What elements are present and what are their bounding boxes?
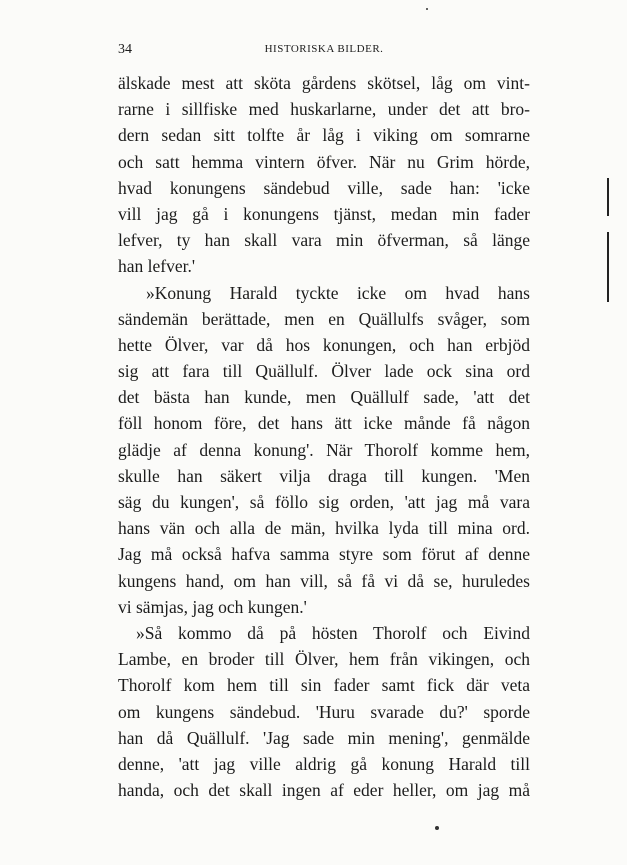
text-line: Lambe, en broder till Ölver, hem från vikingen, och (118, 649, 530, 670)
text-line: rarne i sillfiske med huskarlarne, under det att bro- (118, 99, 530, 120)
margin-scan-mark (607, 232, 609, 302)
page-header (118, 42, 530, 60)
text-line: lefver, ty han skall vara min öfverman, så länge (118, 230, 530, 251)
text-line: älskade mest att sköta gårdens skötsel, låg om vint- (118, 73, 530, 93)
text-line: föll honom före, det hans ätt icke månde få någon (118, 413, 530, 434)
text-line: vi sämjas, jag och kungen.' (118, 596, 307, 617)
text-line: sig att fara till Quällulf. Ölver lade ock sina ord (118, 361, 530, 382)
text-line: hvad konungens sändebud ville, sade han: 'icke (118, 177, 530, 198)
text-line: vill jag gå i konungens tjänst, medan min fader (118, 203, 530, 224)
scan-speck (426, 8, 428, 10)
text-line: om kungens sändebud. 'Huru svarade du?' sporde (118, 701, 530, 722)
text-line: sändemän berättade, men en Quällulfs svåger, som (118, 308, 530, 329)
text-line: skulle han säkert vilja draga till kungen. 'Men (118, 465, 530, 486)
text-line: »Så kommo då på hösten Thorolf och Eivind (136, 622, 530, 643)
text-line: glädje af denna konung'. När Thorolf komme hem, (118, 439, 530, 460)
text-line: och satt hemma vintern öfver. När nu Grim hörde, (118, 151, 530, 172)
text-line: »Konung Harald tyckte icke om hvad hans (146, 282, 530, 303)
text-line: det bästa han kunde, men Quällulf sade, 'att det (118, 387, 530, 408)
text-line: Thorolf kom hem till sin fader samt fick där veta (118, 675, 530, 696)
text-line: denne, 'att jag ville aldrig gå konung Harald till (118, 753, 530, 774)
text-line: Jag må också hafva samma styre som förut af denne (118, 544, 530, 565)
margin-scan-mark (607, 178, 609, 216)
running-title: HISTORISKA BILDER. (264, 43, 384, 55)
text-line: dern sedan sitt tolfte år låg i viking om somrarne (118, 125, 530, 146)
page-number: 34 (118, 42, 132, 57)
text-line: säg du kungen', så föllo sig orden, 'att jag må vara (118, 492, 530, 512)
body-text (118, 70, 530, 803)
text-line: kungens hand, om han vill, så få vi då se, huruledes (118, 570, 530, 591)
text-line: han lefver.' (118, 256, 196, 277)
text-line: han då Quällulf. 'Jag sade min mening', genmälde (118, 727, 530, 748)
scan-speck (435, 826, 439, 830)
text-line: hette Ölver, var då hos konungen, och han erbjöd (118, 334, 530, 355)
text-line: handa, och det skall ingen af eder heller, om jag må (118, 780, 530, 801)
text-line: hans vän och alla de män, hvilka lyda till mina ord. (118, 518, 530, 539)
